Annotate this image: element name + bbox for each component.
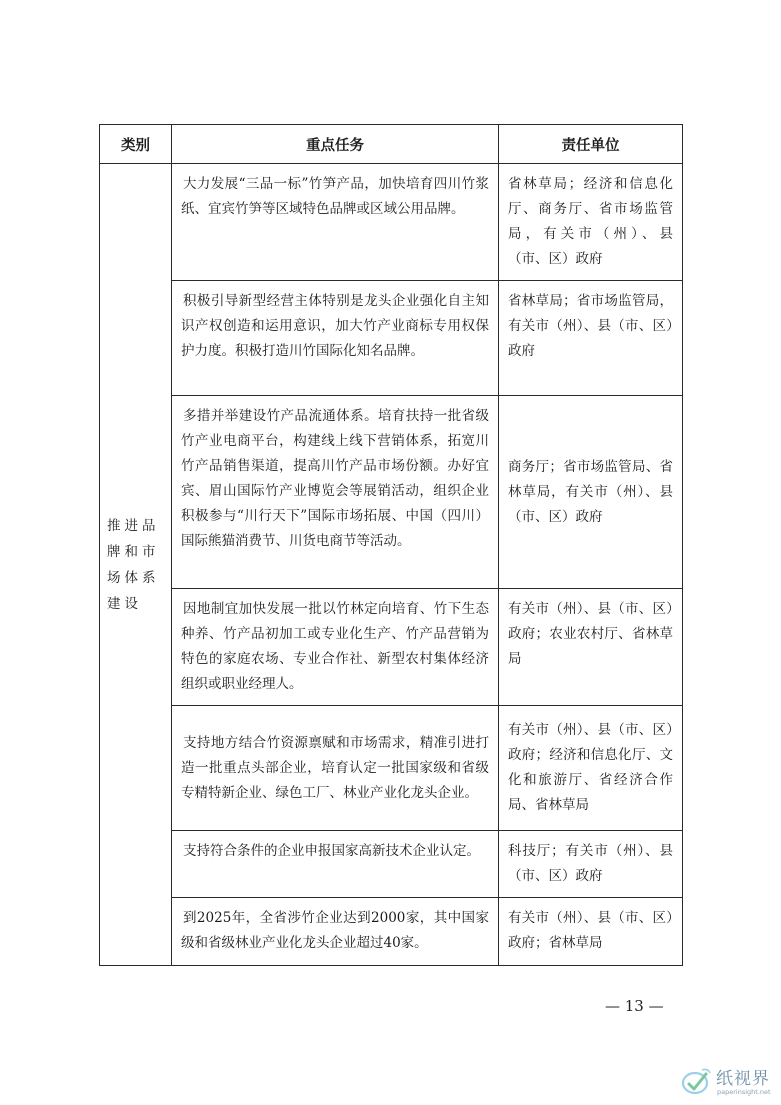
unit-cell: 省林草局；省市场监管局，有关市（州）、县（市、区）政府 <box>499 281 683 396</box>
task-cell: 多措并举建设竹产品流通体系。培育扶持一批省级竹产业电商平台，构建线上线下营销体系，拓宽川竹产品销售渠道，提高川竹产品市场份额。办好宜宾、眉山国际竹产业博览会等展销活动，组织企业积极参与“川行天下”国际市场拓展、中国（四川）国际熊猫消费节、川货电商节等活动。 <box>172 396 499 589</box>
table-row <box>100 396 683 589</box>
task-cell: 大力发展“三品一标”竹笋产品，加快培育四川竹浆纸、宜宾竹笋等区域特色品牌或区域公用品牌。 <box>172 164 499 281</box>
watermark <box>680 1062 780 1102</box>
category-cell: 推进品牌和市场体系建设 <box>100 164 172 966</box>
unit-cell: 科技厅；有关市（州）、县（市、区）政府 <box>499 831 683 898</box>
task-cell: 到2025年，全省涉竹企业达到2000家，其中国家级和省级林业产业化龙头企业超过40家。 <box>172 898 499 966</box>
table-row <box>100 589 683 706</box>
watermark-brand: 纸视界 <box>716 1069 770 1089</box>
watermark-url: paperinsight.net <box>717 1088 771 1096</box>
table-header-row <box>100 125 683 164</box>
header-category: 类别 <box>100 125 172 164</box>
table-row <box>100 281 683 396</box>
table-row <box>100 831 683 898</box>
table-row <box>100 706 683 831</box>
task-cell: 支持符合条件的企业申报国家高新技术企业认定。 <box>172 831 499 898</box>
unit-cell: 省林草局；经济和信息化厅、商务厅、省市场监管局，有关市（州）、县（市、区）政府 <box>499 164 683 281</box>
unit-cell: 有关市（州）、县（市、区）政府；省林草局 <box>499 898 683 966</box>
logo-icon <box>680 1064 714 1098</box>
task-cell: 因地制宜加快发展一批以竹林定向培育、竹下生态种养、竹产品初加工或专业化生产、竹产品营销为特色的家庭农场、专业合作社、新型农村集体经济组织或职业经理人。 <box>172 589 499 706</box>
unit-cell: 商务厅；省市场监管局、省林草局，有关市（州）、县（市、区）政府 <box>499 396 683 589</box>
header-key-task: 重点任务 <box>172 125 499 164</box>
task-table <box>99 124 683 966</box>
table-row <box>100 898 683 966</box>
table-row <box>100 164 683 281</box>
unit-cell: 有关市（州）、县（市、区）政府；农业农村厅、省林草局 <box>499 589 683 706</box>
page-number: — 13 — <box>605 997 664 1015</box>
unit-cell: 有关市（州）、县（市、区）政府；经济和信息化厅、文化和旅游厅、省经济合作局、省林草局 <box>499 706 683 831</box>
header-responsible-unit: 责任单位 <box>499 125 683 164</box>
task-cell: 积极引导新型经营主体特别是龙头企业强化自主知识产权创造和运用意识，加大竹产业商标专用权保护力度。积极打造川竹国际化知名品牌。 <box>172 281 499 396</box>
task-cell: 支持地方结合竹资源禀赋和市场需求，精准引进打造一批重点头部企业，培育认定一批国家级和省级专精特新企业、绿色工厂、林业产业化龙头企业。 <box>172 706 499 831</box>
